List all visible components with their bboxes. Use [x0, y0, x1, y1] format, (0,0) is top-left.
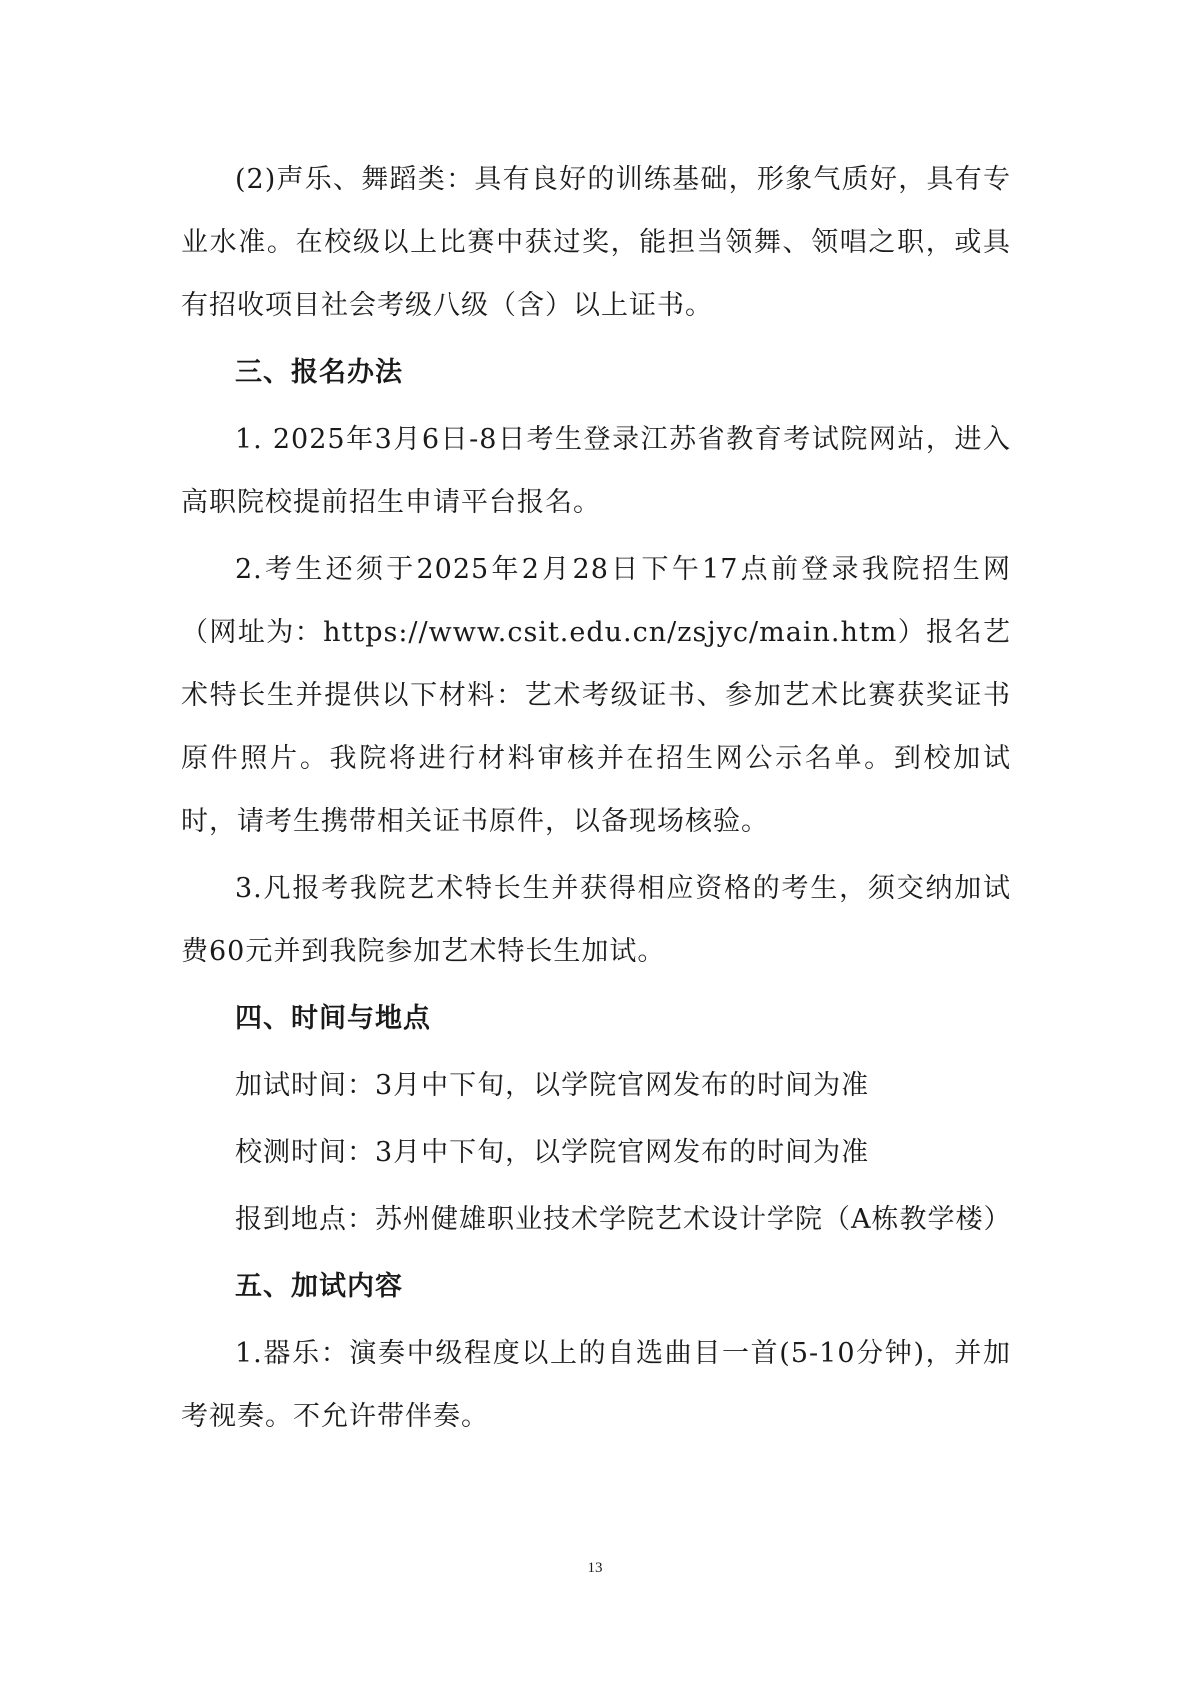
exam-time-line: 加试时间：3月中下旬，以学院官网发布的时间为准	[235, 1070, 870, 1101]
paragraph-registration-step-2: 2.考生还须于2025年2月28日下午17点前登录我院招生网（网址为：https://www.csit.edu.cn/zsjyc/main.htm）报名艺术特长生并提供以下材料：艺术考级证书、参加艺术比赛获奖证书原件照片。我院将进行材料审核并在招生网公示名单。到校加试时，请考生携带相关证书原件，以备现场核验。	[181, 554, 1011, 837]
report-location-paragraph: 报到地点：苏州健雄职业技术学院艺术设计学院（A栋教学楼）	[235, 1204, 1012, 1235]
paragraph-vocal-dance-requirements: (2)声乐、舞蹈类：具有良好的训练基础，形象气质好，具有专业水准。在校级以上比赛中获过奖，能担当领舞、领唱之职，或具有招收项目社会考级八级（含）以上证书。	[181, 164, 1011, 321]
section-heading-time-location: 四、时间与地点	[235, 1003, 431, 1034]
paragraph-registration-step-3: 3.凡报考我院艺术特长生并获得相应资格的考生，须交纳加试费60元并到我院参加艺术特长生加试。	[181, 873, 1011, 967]
school-test-time-line: 校测时间：3月中下旬，以学院官网发布的时间为准	[235, 1137, 870, 1168]
paragraph-instrumental-content: 1.器乐：演奏中级程度以上的自选曲目一首(5-10分钟)，并加考视奏。不允许带伴奏。	[181, 1338, 1011, 1432]
section-heading-exam-content: 五、加试内容	[235, 1271, 403, 1302]
document-body	[181, 148, 1011, 1448]
page-number: 13	[587, 1560, 603, 1576]
section-heading-registration: 三、报名办法	[235, 357, 403, 388]
paragraph-registration-step-1: 1. 2025年3月6日-8日考生登录江苏省教育考试院网站，进入高职院校提前招生申请平台报名。	[181, 424, 1011, 518]
